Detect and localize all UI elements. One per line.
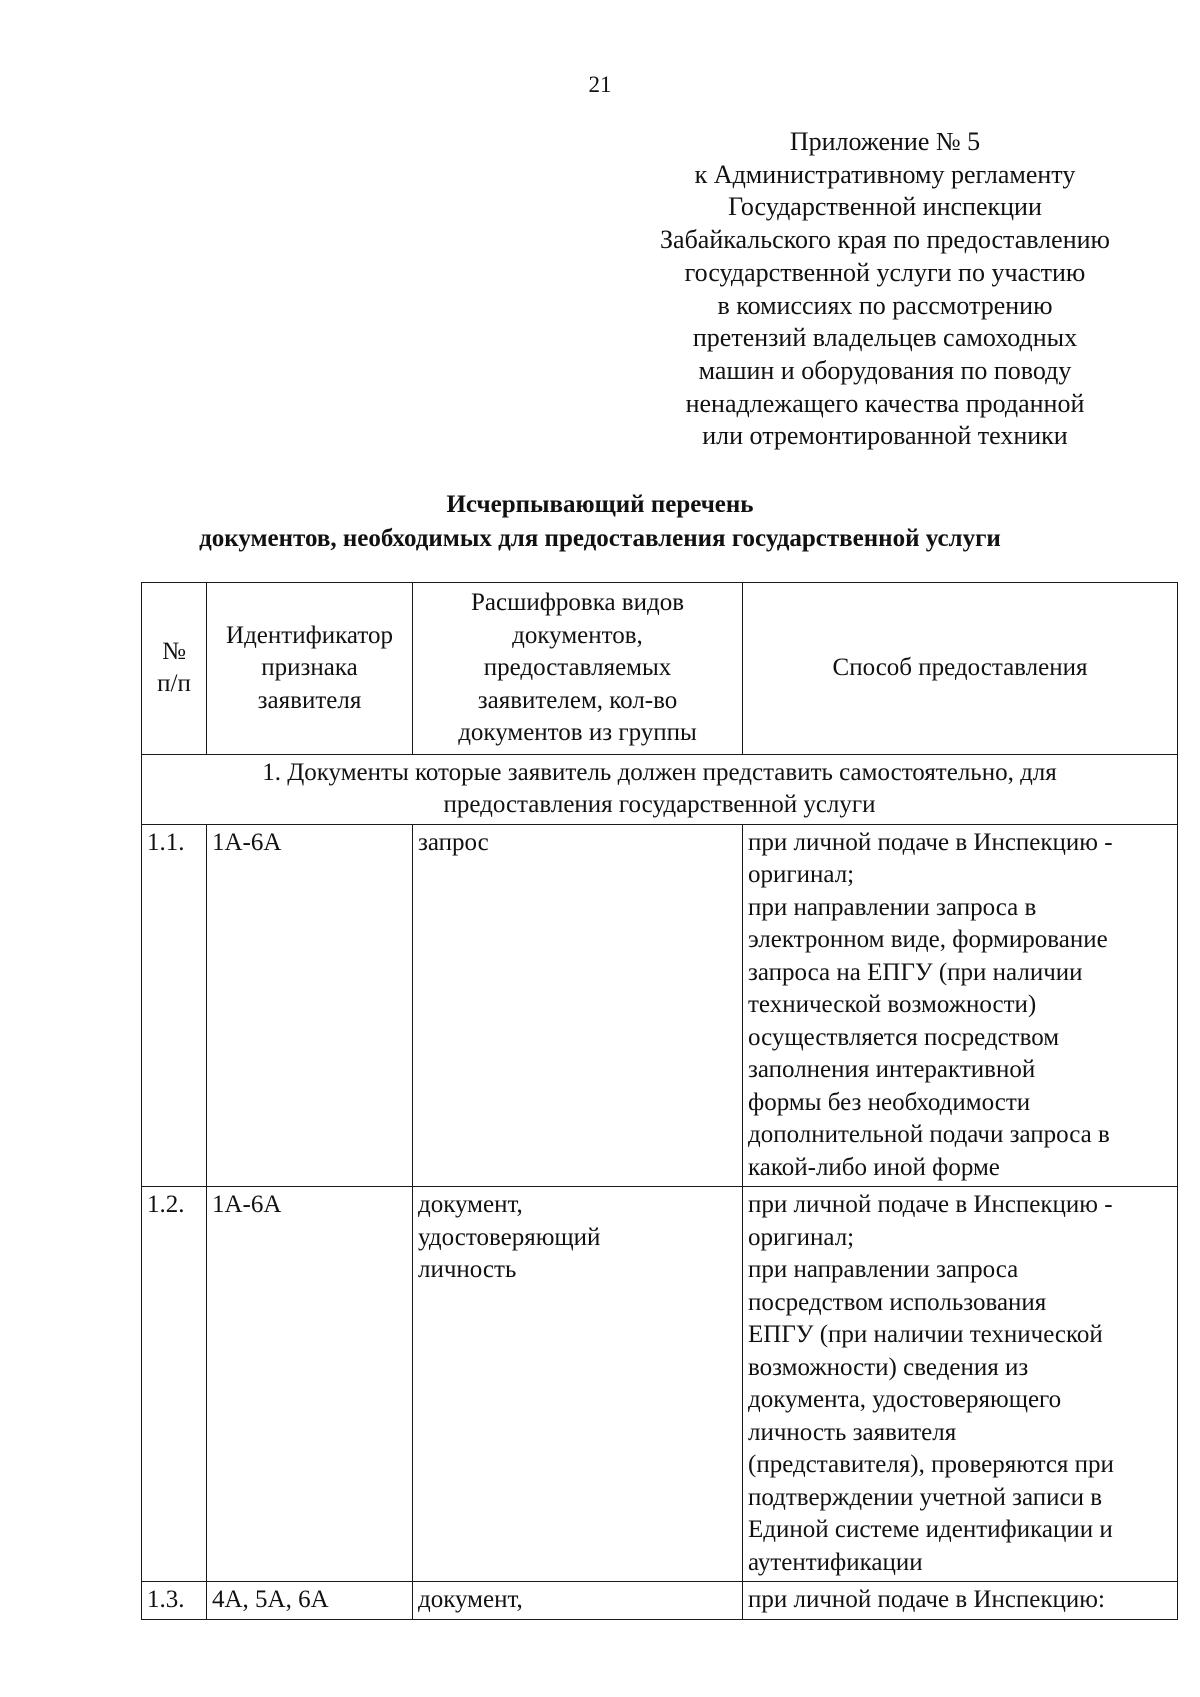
cell-line: при направлении запроса	[748, 1256, 1019, 1283]
cell-line: документ,	[418, 1191, 523, 1218]
row-document	[413, 824, 743, 1187]
row-identifier: 1А-6А	[207, 1187, 413, 1582]
appendix-line: ненадлежащего качества проданной	[685, 388, 1085, 418]
section-heading	[142, 754, 1178, 824]
cell-line: при направлении запроса в	[748, 893, 1037, 921]
cell-line: Единой системе идентификации и	[748, 1516, 1113, 1543]
page-number: 21	[588, 72, 612, 97]
cell-line: (представителя), проверяются при	[748, 1451, 1114, 1478]
header-line: Идентификатор	[226, 621, 393, 649]
cell-line: личность заявителя	[748, 1418, 957, 1446]
section-row	[142, 754, 1178, 824]
header-line: Способ предоставления	[832, 654, 1088, 681]
row-method	[743, 824, 1178, 1187]
appendix-reference	[625, 126, 1145, 453]
cell-line: ЕПГУ (при наличии технической	[748, 1321, 1103, 1348]
cell-line: документ,	[418, 1586, 523, 1613]
cell-line: личность	[418, 1256, 517, 1283]
document-title-line: документов, необходимых для предоставления государственной услуги	[199, 525, 1001, 552]
row-method	[743, 1582, 1178, 1620]
header-line: заявителя	[257, 686, 362, 714]
cell-line: посредством использования	[748, 1288, 1047, 1316]
cell-line: при личной подаче в Инспекцию:	[748, 1586, 1105, 1613]
cell-line: дополнительной подачи запроса в	[748, 1121, 1110, 1148]
appendix-line: Государственной инспекции	[728, 192, 1042, 222]
cell-line: заполнения интерактивной	[748, 1056, 1036, 1083]
cell-line: запроса на ЕПГУ (при наличии	[748, 958, 1083, 986]
cell-line: аутентификации	[748, 1548, 923, 1576]
header-line: предоставляемых	[483, 654, 672, 681]
appendix-line: Забайкальского края по предоставлению	[660, 225, 1110, 255]
cell-line: оригинал;	[748, 861, 855, 888]
row-number: 1.2.	[142, 1187, 207, 1582]
row-document	[413, 1187, 743, 1582]
row-method	[743, 1187, 1178, 1582]
cell-line: при личной подаче в Инспекцию -	[748, 828, 1113, 856]
header-line: признака	[261, 654, 358, 681]
cell-line: возможности) сведения из	[748, 1353, 1029, 1381]
header-method	[743, 583, 1178, 755]
header-line: Расшифровка видов	[470, 589, 685, 616]
header-documents	[413, 583, 743, 755]
row-identifier: 4А, 5А, 6А	[207, 1582, 413, 1620]
appendix-line: машин и оборудования по поводу	[698, 355, 1072, 385]
table-row	[142, 824, 1178, 1187]
header-line: документов из группы	[458, 719, 697, 746]
row-number: 1.1.	[142, 824, 207, 1187]
table-row	[142, 1582, 1178, 1620]
document-title-line: Исчерпывающий перечень	[446, 491, 754, 518]
cell-line: осуществляется посредством	[748, 1023, 1060, 1051]
cell-line: документа, удостоверяющего	[748, 1386, 1062, 1413]
header-identifier	[207, 583, 413, 755]
header-num	[142, 583, 207, 755]
cell-line: при личной подаче в Инспекцию -	[748, 1191, 1113, 1218]
appendix-line: к Административному регламенту	[694, 159, 1076, 189]
appendix-line: или отремонтированной техники	[702, 421, 1068, 451]
appendix-line: в комиссиях по рассмотрению	[717, 290, 1053, 320]
table-row	[142, 1187, 1178, 1582]
appendix-line: государственной услуги по участию	[684, 257, 1086, 287]
header-line: заявителем, кол-во	[477, 686, 678, 714]
cell-line: формы без необходимости	[748, 1088, 1031, 1116]
section-line: 1. Документы которые заявитель должен представить самостоятельно, для	[262, 758, 1057, 786]
header-line: №	[162, 637, 186, 665]
section-line: предоставления государственной услуги	[443, 791, 876, 818]
table-header-row	[142, 583, 1178, 755]
appendix-line: Приложение № 5	[789, 127, 981, 156]
cell-line: подтверждении учетной записи в	[748, 1483, 1103, 1511]
row-document	[413, 1582, 743, 1620]
cell-line: запрос	[418, 828, 489, 856]
document-title	[60, 488, 1140, 556]
cell-line: оригинал;	[748, 1223, 855, 1251]
cell-line: технической возможности)	[748, 991, 1037, 1018]
cell-line: удостоверяющий	[418, 1223, 601, 1251]
cell-line: какой-либо иной форме	[748, 1153, 1000, 1181]
appendix-line: претензий владельцев самоходных	[692, 323, 1078, 353]
row-number: 1.3.	[142, 1582, 207, 1620]
row-identifier: 1А-6А	[207, 824, 413, 1187]
header-line: п/п	[157, 670, 191, 698]
documents-table	[141, 582, 1178, 1620]
cell-line: электронном виде, формирование	[748, 926, 1108, 953]
header-line: документов,	[512, 621, 643, 649]
